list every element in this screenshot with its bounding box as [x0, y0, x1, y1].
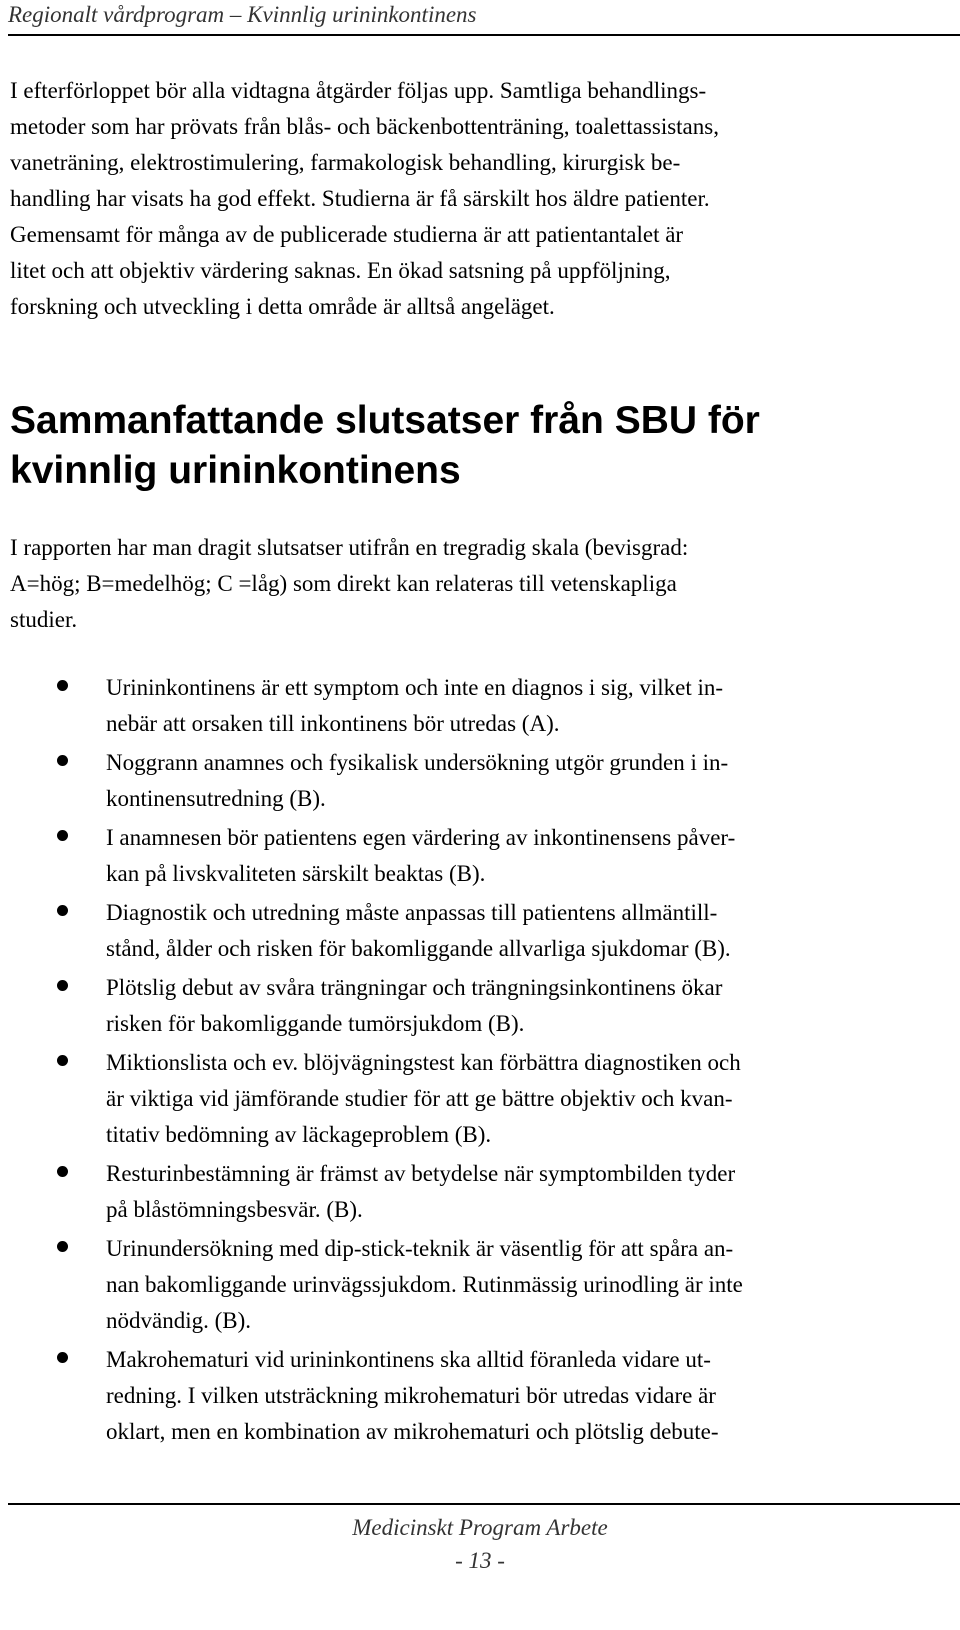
bullet-icon [57, 905, 68, 916]
list-item-text: Plötslig debut av svåra trängningar och trängningsinkontinens ökar risken för bakomliggande tumörsjukdom (B). [106, 975, 723, 1036]
list-item [0, 820, 960, 892]
bullet-icon [57, 980, 68, 991]
footer-divider [8, 1503, 960, 1505]
conclusions-list [0, 670, 960, 1450]
bullet-icon [57, 1055, 68, 1066]
list-item-text: Urininkontinens är ett symptom och inte en diagnos i sig, vilket in- nebär att orsaken till inkontinens bör utredas (A). [106, 675, 724, 736]
section-heading: Sammanfattande slutsatser från SBU för kvinnlig urininkontinens [10, 399, 760, 492]
bullet-icon [57, 755, 68, 766]
list-item [0, 745, 960, 817]
list-item-text: Miktionslista och ev. blöjvägningstest kan förbättra diagnostiken och är viktiga vid jämförande studier för att ge bättre objektiv och kvan- titativ bedömning av läckageproblem (B). [106, 1050, 741, 1147]
report-paragraph: I rapporten har man dragit slutsatser utifrån en tregradig skala (bevisgrad: A=hög; B=medelhög; C =låg) som direkt kan relateras till vetenskapliga studier. [10, 535, 689, 632]
list-item [0, 895, 960, 967]
page-number: - 13 - [455, 1548, 505, 1573]
bullet-icon [57, 1352, 68, 1363]
list-item-text: Noggrann anamnes och fysikalisk undersökning utgör grunden i in- kontinensutredning (B). [106, 750, 729, 811]
list-item-text: Makrohematuri vid urininkontinens ska alltid föranleda vidare ut- redning. I vilken utsträckning mikrohematuri bör utredas vidare är oklart, men en kombination av mikrohematuri och plötslig debute- [106, 1347, 719, 1444]
header-title: Regionalt vårdprogram – Kvinnlig urininkontinens [8, 2, 477, 27]
intro-paragraph: I efterförloppet bör alla vidtagna åtgärder följas upp. Samtliga behandlings- metoder som har prövats från blås- och bäckenbottenträning, toalettassistans, vaneträning, elektrostimulering, farmakologisk behandling, kirurgisk be- handling har visats ha god effekt. Studierna är få särskilt hos äldre patienter. Gemensamt för många av de publicerade studierna är att patientantalet är litet och att objektiv värdering saknas. En ökad satsning på uppföljning, forskning och utveckling i detta område är alltså angeläget. [10, 78, 719, 319]
list-item [0, 1342, 960, 1450]
page-header [8, 0, 960, 36]
list-item [0, 1156, 960, 1228]
list-item [0, 670, 960, 742]
bullet-icon [57, 1166, 68, 1177]
list-item-text: Resturinbestämning är främst av betydelse när symptombilden tyder på blåstömningsbesvär. (B). [106, 1161, 736, 1222]
list-item-text: I anamnesen bör patientens egen värdering av inkontinensens påver- kan på livskvaliteten särskilt beaktas (B). [106, 825, 736, 886]
bullet-icon [57, 680, 68, 691]
list-item-text: Urinundersökning med dip-stick-teknik är väsentlig för att spåra an- nan bakomliggande urinvägssjukdom. Rutinmässig urinodling är inte nödvändig. (B). [106, 1236, 743, 1333]
bullet-icon [57, 830, 68, 841]
list-item [0, 970, 960, 1042]
bullet-icon [57, 1241, 68, 1252]
list-item [0, 1045, 960, 1153]
list-item [0, 1231, 960, 1339]
footer-title: Medicinskt Program Arbete [352, 1515, 608, 1540]
list-item-text: Diagnostik och utredning måste anpassas till patientens allmäntill- stånd, ålder och risken för bakomliggande allvarliga sjukdomar (B). [106, 900, 731, 961]
